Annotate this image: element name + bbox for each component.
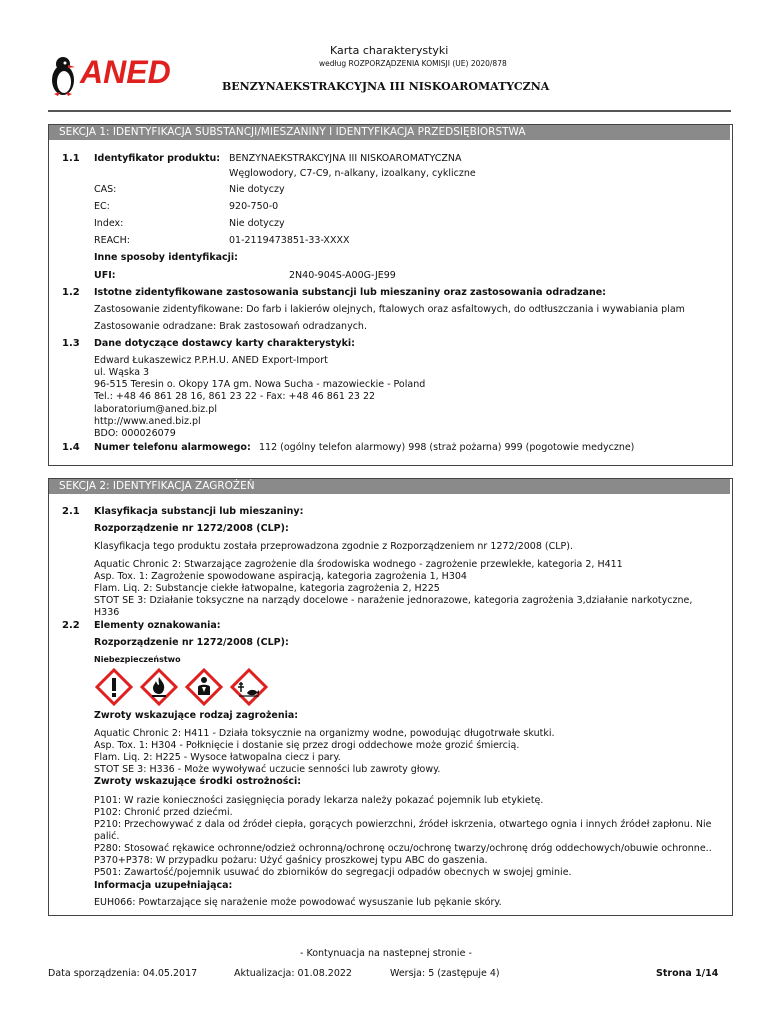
ufi-label: UFI: [94,270,116,281]
regulation-heading: Rozporządzenie nr 1272/2008 (CLP): [94,637,289,648]
classification-line: H336 [94,607,120,618]
precaution-statement: P101: W razie konieczności zasięgnięcia porady lekarza należy pokazać pojemnik lub etykietę. [94,795,544,806]
classification-line: Flam. Liq. 2: Substancje ciekłe łatwopalne, kategoria zagrożenia 2, H225 [94,583,440,594]
id-value: 920-750-0 [229,201,279,212]
id-label: REACH: [94,235,130,246]
hazard-statement: Flam. Liq. 2: H225 - Wysoce łatwopalna ciecz i pary. [94,752,341,763]
product-description: Węglowodory, C7-C9, n-alkany, izoalkany, cykliczne [229,168,476,179]
page-number: Strona 1/14 [656,968,719,979]
supplier-label: Dane dotyczące dostawcy karty charakterystyki: [94,338,355,349]
section-number: 2.1 [62,506,80,517]
precaution-statement: palić. [94,831,120,842]
classification-label: Klasyfikacja substancji lub mieszaniny: [94,506,304,517]
label-elements-label: Elementy oznakowania: [94,620,221,631]
section-number: 1.2 [62,287,80,298]
supplier-website[interactable]: http://www.aned.biz.pl [94,416,201,427]
uses-label: Istotne zidentyfikowane zastosowania substancji lub mieszaniny oraz zastosowania odradzane: [94,287,606,298]
environment-icon [230,668,268,706]
hazard-statements-heading: Zwroty wskazujące rodzaj zagrożenia: [94,710,299,721]
hazard-statement: Asp. Tox. 1: H304 - Połknięcie i dostanie się przez drogi oddechowe może grozić śmiercią. [94,740,520,751]
id-label: Index: [94,218,124,229]
company-logo: ANED [80,54,171,90]
id-value: Nie dotyczy [229,218,285,229]
supplier-line: Edward Łukaszewicz P.P.H.U. ANED Export-Import [94,355,328,366]
supplementary-info-heading: Informacja uzupełniająca: [94,880,233,891]
supplier-line: BDO: 000026079 [94,428,176,439]
precaution-statement: P501: Zawartość/pojemnik usuwać do zbiorników do segregacji odpadów obecnych w swojej gminie. [94,867,572,878]
header-divider [48,110,731,112]
precaution-statements-heading: Zwroty wskazujące środki ostrożności: [94,776,302,787]
id-label: EC: [94,201,110,212]
precaution-statement: P370+P378: W przypadku pożaru: Użyć gaśnicy proszkowej typu ABC do gaszenia. [94,855,488,866]
supplier-email[interactable]: laboratorium@aned.biz.pl [94,404,217,415]
ufi-value: 2N40-904S-A00G-JE99 [289,270,396,281]
divider [229,179,309,180]
product-identifier-label: Identyfikator produktu: [94,153,221,164]
precaution-statement: P210: Przechowywać z dala od źródeł ciepła, gorących powierzchni, źródeł iskrzenia, otwartego ognia i innych źródeł zapłonu. Nie [94,819,712,830]
supplier-line: ul. Wąska 3 [94,367,150,378]
classification-line: STOT SE 3: Działanie toksyczne na narządy docelowe - narażenie jednorazowe, kategoria zagrożenia 3,działanie narkotyczne, [94,595,693,606]
emergency-phone-value: 112 (ogólny telefon alarmowy) 998 (straż pożarna) 999 (pogotowie medyczne) [259,442,635,453]
product-name-header: BENZYNAEKSTRAKCYJNA III NISKOAROMATYCZNA [222,80,550,93]
advised-against-use: Zastosowanie odradzane: Brak zastosowań odradzanych. [94,321,367,332]
supplier-line: Tel.: +48 46 861 28 16, 861 23 22 - Fax: +48 46 861 23 22 [94,391,376,402]
exclamation-icon [95,668,133,706]
classification-line: Asp. Tox. 1: Zagrożenie spowodowane aspiracją, kategoria zagrożenia 1, H304 [94,571,467,582]
health-hazard-icon [185,668,223,706]
version: Wersja: 5 (zastępuje 4) [390,968,500,979]
section-number: 2.2 [62,620,80,631]
id-value: Nie dotyczy [229,184,285,195]
classification-intro: Klasyfikacja tego produktu została przeprowadzona zgodnie z Rozporządzeniem nr 1272/2008 (CLP). [94,541,573,552]
date-updated: Aktualizacja: 01.08.2022 [234,968,352,979]
id-label: CAS: [94,184,117,195]
regulation-heading: Rozporządzenie nr 1272/2008 (CLP): [94,523,289,534]
section-number: 1.3 [62,338,80,349]
regulation-reference: według ROZPORZĄDZENIA KOMISJI (UE) 2020/878 [319,59,507,68]
section-number: 1.4 [62,442,80,453]
id-value: 01-2119473851-33-XXXX [229,235,350,246]
flame-icon [140,668,178,706]
aned-logo-penguin-icon [48,56,78,96]
hazard-statement: STOT SE 3: H336 - Może wywoływać uczucie senności lub zawroty głowy. [94,764,441,775]
continued-notice: - Kontynuacja na nastepnej stronie - [300,948,472,959]
section2-header: SEKCJA 2: IDENTYFIKACJA ZAGROŻEŃ [49,479,730,494]
supplementary-info: EUH066: Powtarzające się narażenie może powodować wysuszanie lub pękanie skóry. [94,897,502,908]
section-number: 1.1 [62,153,80,164]
date-prepared: Data sporządzenia: 04.05.2017 [48,968,198,979]
supplier-line: 96-515 Teresin o. Okopy 17A gm. Nowa Sucha - mazowieckie - Poland [94,379,426,390]
section1-header: SEKCJA 1: IDENTYFIKACJA SUBSTANCJI/MIESZANINY I IDENTYFIKACJA PRZEDSIĘBIORSTWA [49,125,730,140]
precaution-statement: P280: Stosować rękawice ochronne/odzież ochronną/ochronę oczu/ochronę twarzy/ochronę dróg oddechowych/obuwie ochronne.. [94,843,712,854]
hazard-statement: Aquatic Chronic 2: H411 - Działa toksycznie na organizmy wodne, powodując długotrwałe skutki. [94,728,555,739]
identified-use: Zastosowanie zidentyfikowane: Do farb i lakierów olejnych, ftalowych oraz asfaltowych, do odtłuszczania i wywabiania plam [94,304,685,315]
classification-line: Aquatic Chronic 2: Stwarzające zagrożenie dla środowiska wodnego - zagrożenie przewlekłe, kategoria 2, H411 [94,559,623,570]
product-identifier-value: BENZYNAEKSTRAKCYJNA III NISKOAROMATYCZNA [229,153,462,164]
emergency-phone-label: Numer telefonu alarmowego: [94,442,251,453]
document-title: Karta charakterystyki [330,44,449,57]
signal-word: Niebezpieczeństwo [94,655,181,664]
precaution-statement: P102: Chronić przed dziećmi. [94,807,233,818]
other-ids-label: Inne sposoby identyfikacji: [94,252,238,263]
